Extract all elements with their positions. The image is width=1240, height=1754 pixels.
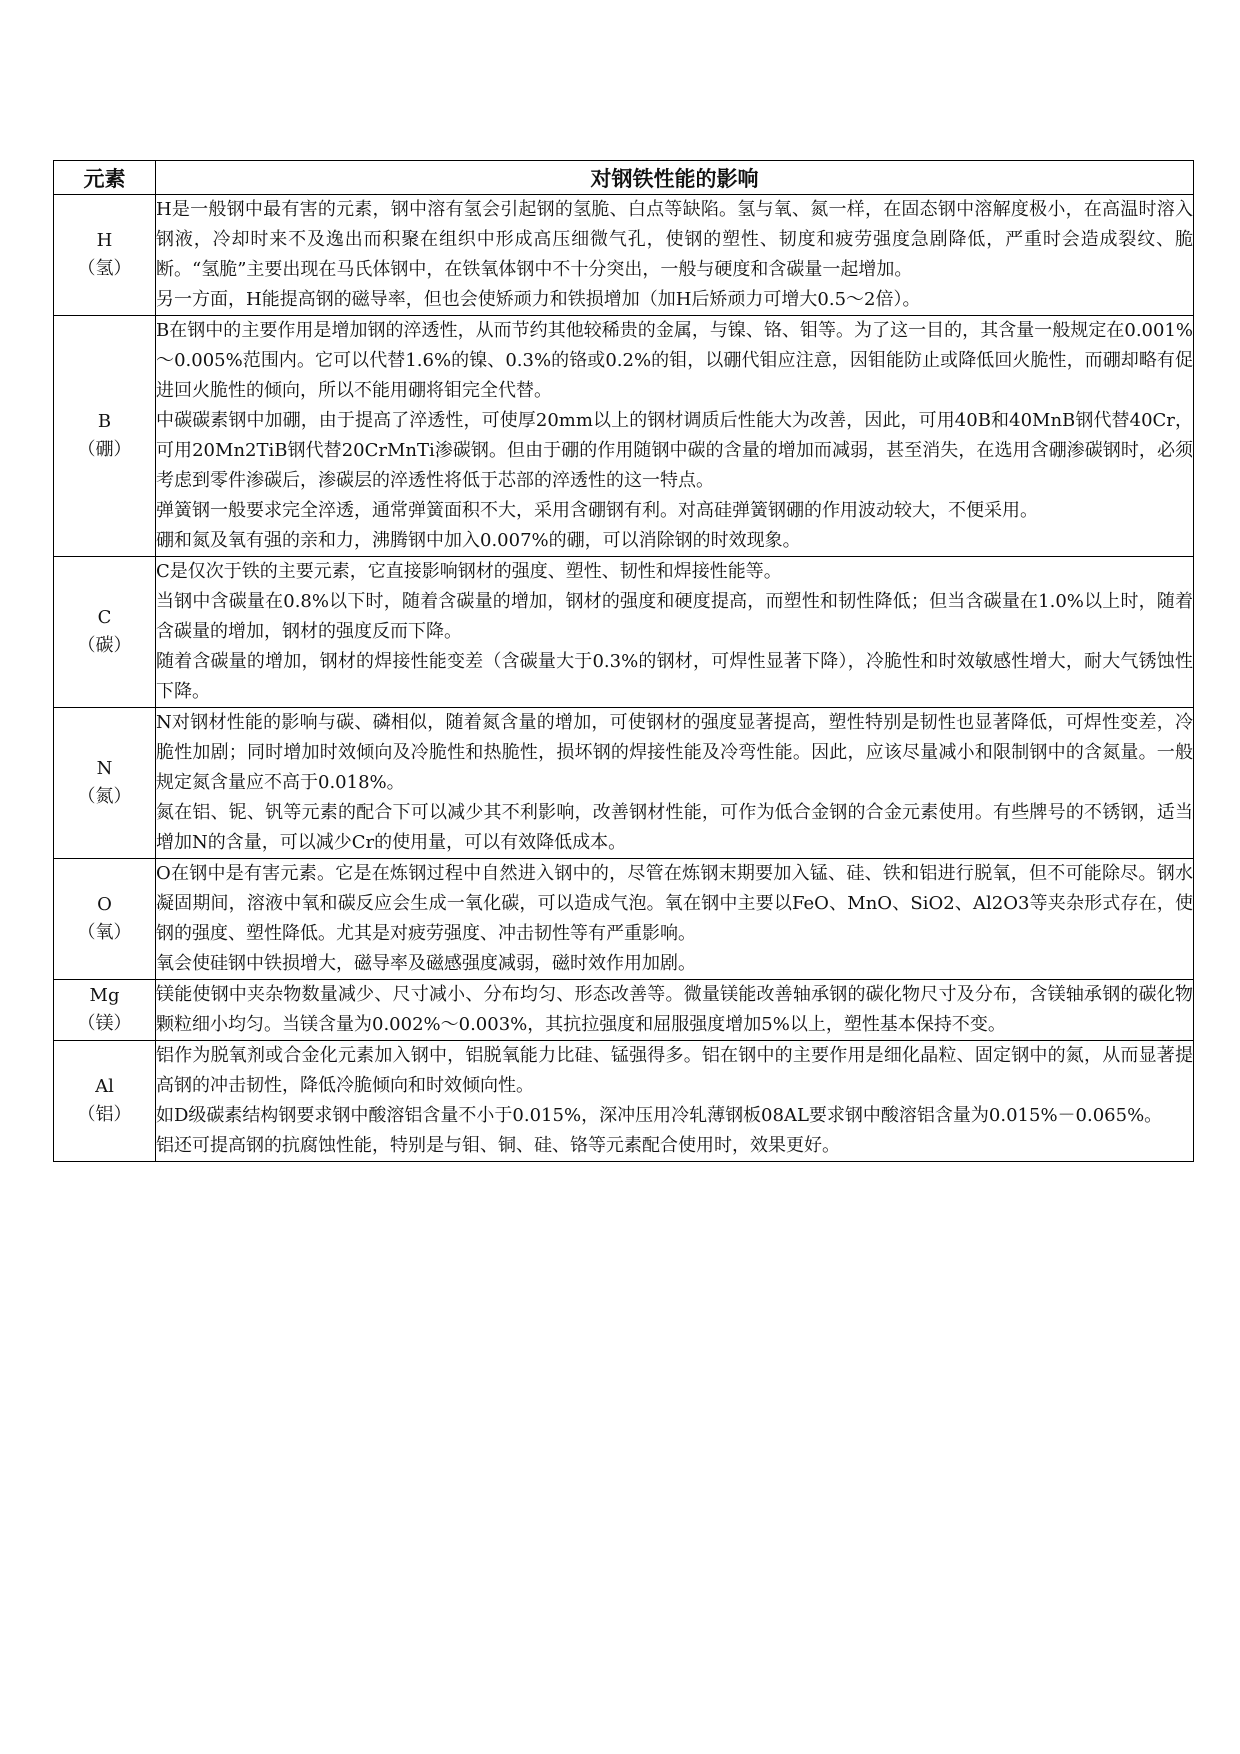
element-symbol: Al — [95, 1076, 114, 1097]
effect-paragraph: 镁能使钢中夹杂物数量减少、尺寸减小、分布均匀、形态改善等。微量镁能改善轴承钢的碳化物尺寸及分布，含镁轴承钢的碳化物颗粒细小均匀。当镁含量为0.002%～0.003%，其抗拉强度和屈服强度增加5%以上，塑性基本保持不变。 — [156, 984, 1193, 1035]
element-symbol: B — [97, 411, 112, 432]
element-name: （氧） — [77, 922, 132, 943]
element-name: （氢） — [77, 258, 132, 279]
table-row — [54, 316, 1194, 557]
header-row — [54, 161, 1194, 195]
effect-cell — [156, 859, 1194, 980]
element-cell — [54, 195, 156, 316]
element-symbol: N — [96, 758, 113, 779]
effect-paragraph: 硼和氮及氧有强的亲和力，沸腾钢中加入0.007%的硼，可以消除钢的时效现象。 — [156, 530, 801, 551]
element-name: （氮） — [77, 786, 132, 807]
header-effect: 对钢铁性能的影响 — [156, 161, 1194, 195]
element-cell — [54, 708, 156, 859]
table-row — [54, 859, 1194, 980]
effect-paragraph: 如D级碳素结构钢要求钢中酸溶铝含量不小于0.015%，深冲压用冷轧薄钢板08AL要求钢中酸溶铝含量为0.015%－0.065%。 — [156, 1105, 1163, 1126]
element-name: （镁） — [77, 1013, 132, 1034]
element-cell — [54, 557, 156, 708]
effect-cell — [156, 980, 1194, 1041]
effect-cell — [156, 557, 1194, 708]
element-effects-table — [53, 160, 1194, 1162]
element-symbol: Mg — [89, 985, 120, 1006]
element-symbol: H — [96, 230, 113, 251]
effect-paragraph: C是仅次于铁的主要元素，它直接影响钢材的强度、塑性、韧性和焊接性能等。 — [156, 561, 782, 582]
effect-paragraph: 另一方面，H能提高钢的磁导率，但也会使矫顽力和铁损增加（加H后矫顽力可增大0.5～2倍）。 — [156, 289, 921, 310]
effect-cell — [156, 195, 1194, 316]
element-cell — [54, 859, 156, 980]
element-cell — [54, 316, 156, 557]
element-name: （碳） — [77, 635, 132, 656]
element-name: （铝） — [77, 1104, 132, 1125]
effect-paragraph: 弹簧钢一般要求完全淬透，通常弹簧面积不大，采用含硼钢有利。对高硅弹簧钢硼的作用波动较大，不便采用。 — [156, 500, 1038, 521]
effect-paragraph: N对钢材性能的影响与碳、磷相似，随着氮含量的增加，可使钢材的强度显著提高，塑性特别是韧性也显著降低，可焊性变差，冷脆性加剧；同时增加时效倾向及冷脆性和热脆性，损坏钢的焊接性能及冷弯性能。因此，应该尽量减小和限制钢中的含氮量。一般规定氮含量应不高于0.018%。 — [156, 712, 1193, 793]
effect-cell — [156, 1041, 1194, 1162]
table-row — [54, 1041, 1194, 1162]
element-symbol: C — [97, 607, 112, 628]
effect-paragraph: 氮在铝、铌、钒等元素的配合下可以减少其不利影响，改善钢材性能，可作为低合金钢的合金元素使用。有些牌号的不锈钢，适当增加N的含量，可以减少Cr的使用量，可以有效降低成本。 — [156, 802, 1193, 853]
table-body — [54, 195, 1194, 1162]
effect-paragraph: 当钢中含碳量在0.8%以下时，随着含碳量的增加，钢材的强度和硬度提高，而塑性和韧性降低；但当含碳量在1.0%以上时，随着含碳量的增加，钢材的强度反而下降。 — [156, 591, 1193, 642]
effect-paragraph: 中碳碳素钢中加硼，由于提高了淬透性，可使厚20mm以上的钢材调质后性能大为改善，因此，可用40B和40MnB钢代替40Cr，可用20Mn2TiB钢代替20CrMnTi渗碳钢。但由于硼的作用随钢中碳的含量的增加而减弱，甚至消失，在选用含硼渗碳钢时，必须考虑到零件渗碳后，渗碳层的淬透性将低于芯部的淬透性的这一特点。 — [156, 410, 1193, 491]
effect-paragraph: 铝作为脱氧剂或合金化元素加入钢中，铝脱氧能力比硅、锰强得多。铝在钢中的主要作用是细化晶粒、固定钢中的氮，从而显著提高钢的冲击韧性，降低冷脆倾向和时效倾向性。 — [156, 1045, 1193, 1096]
table-row — [54, 980, 1194, 1041]
effect-paragraph: H是一般钢中最有害的元素，钢中溶有氢会引起钢的氢脆、白点等缺陷。氢与氧、氮一样，在固态钢中溶解度极小，在高温时溶入钢液，冷却时来不及逸出而积聚在组织中形成高压细微气孔，使钢的塑性、韧度和疲劳强度急剧降低，严重时会造成裂纹、脆断。“氢脆”主要出现在马氏体钢中，在铁氧体钢中不十分突出，一般与硬度和含碳量一起增加。 — [156, 199, 1193, 280]
effect-cell — [156, 316, 1194, 557]
element-cell — [54, 980, 156, 1041]
effect-paragraph: O在钢中是有害元素。它是在炼钢过程中自然进入钢中的，尽管在炼钢末期要加入锰、硅、铁和铝进行脱氧，但不可能除尽。钢水凝固期间，溶液中氧和碳反应会生成一氧化碳，可以造成气泡。氧在钢中主要以FeO、MnO、SiO2、Al2O3等夹杂形式存在，使钢的强度、塑性降低。尤其是对疲劳强度、冲击韧性等有严重影响。 — [156, 863, 1193, 944]
element-symbol: O — [97, 894, 112, 915]
effect-paragraph: 氧会使硅钢中铁损增大，磁导率及磁感强度减弱，磁时效作用加剧。 — [156, 953, 696, 974]
effect-paragraph: 随着含碳量的增加，钢材的焊接性能变差（含碳量大于0.3%的钢材，可焊性显著下降），冷脆性和时效敏感性增大，耐大气锈蚀性下降。 — [156, 651, 1193, 702]
table-row — [54, 557, 1194, 708]
element-cell — [54, 1041, 156, 1162]
effect-paragraph: B在钢中的主要作用是增加钢的淬透性，从而节约其他较稀贵的金属，与镍、铬、钼等。为了这一目的，其含量一般规定在0.001%～0.005%范围内。它可以代替1.6%的镍、0.3%的铬或0.2%的钼，以硼代钼应注意，因钼能防止或降低回火脆性，而硼却略有促进回火脆性的倾向，所以不能用硼将钼完全代替。 — [156, 320, 1193, 401]
effect-cell — [156, 708, 1194, 859]
header-element: 元素 — [54, 161, 156, 195]
table-row — [54, 195, 1194, 316]
element-name: （硼） — [77, 439, 132, 460]
table-row — [54, 708, 1194, 859]
effect-paragraph: 铝还可提高钢的抗腐蚀性能，特别是与钼、铜、硅、铬等元素配合使用时，效果更好。 — [156, 1135, 840, 1156]
